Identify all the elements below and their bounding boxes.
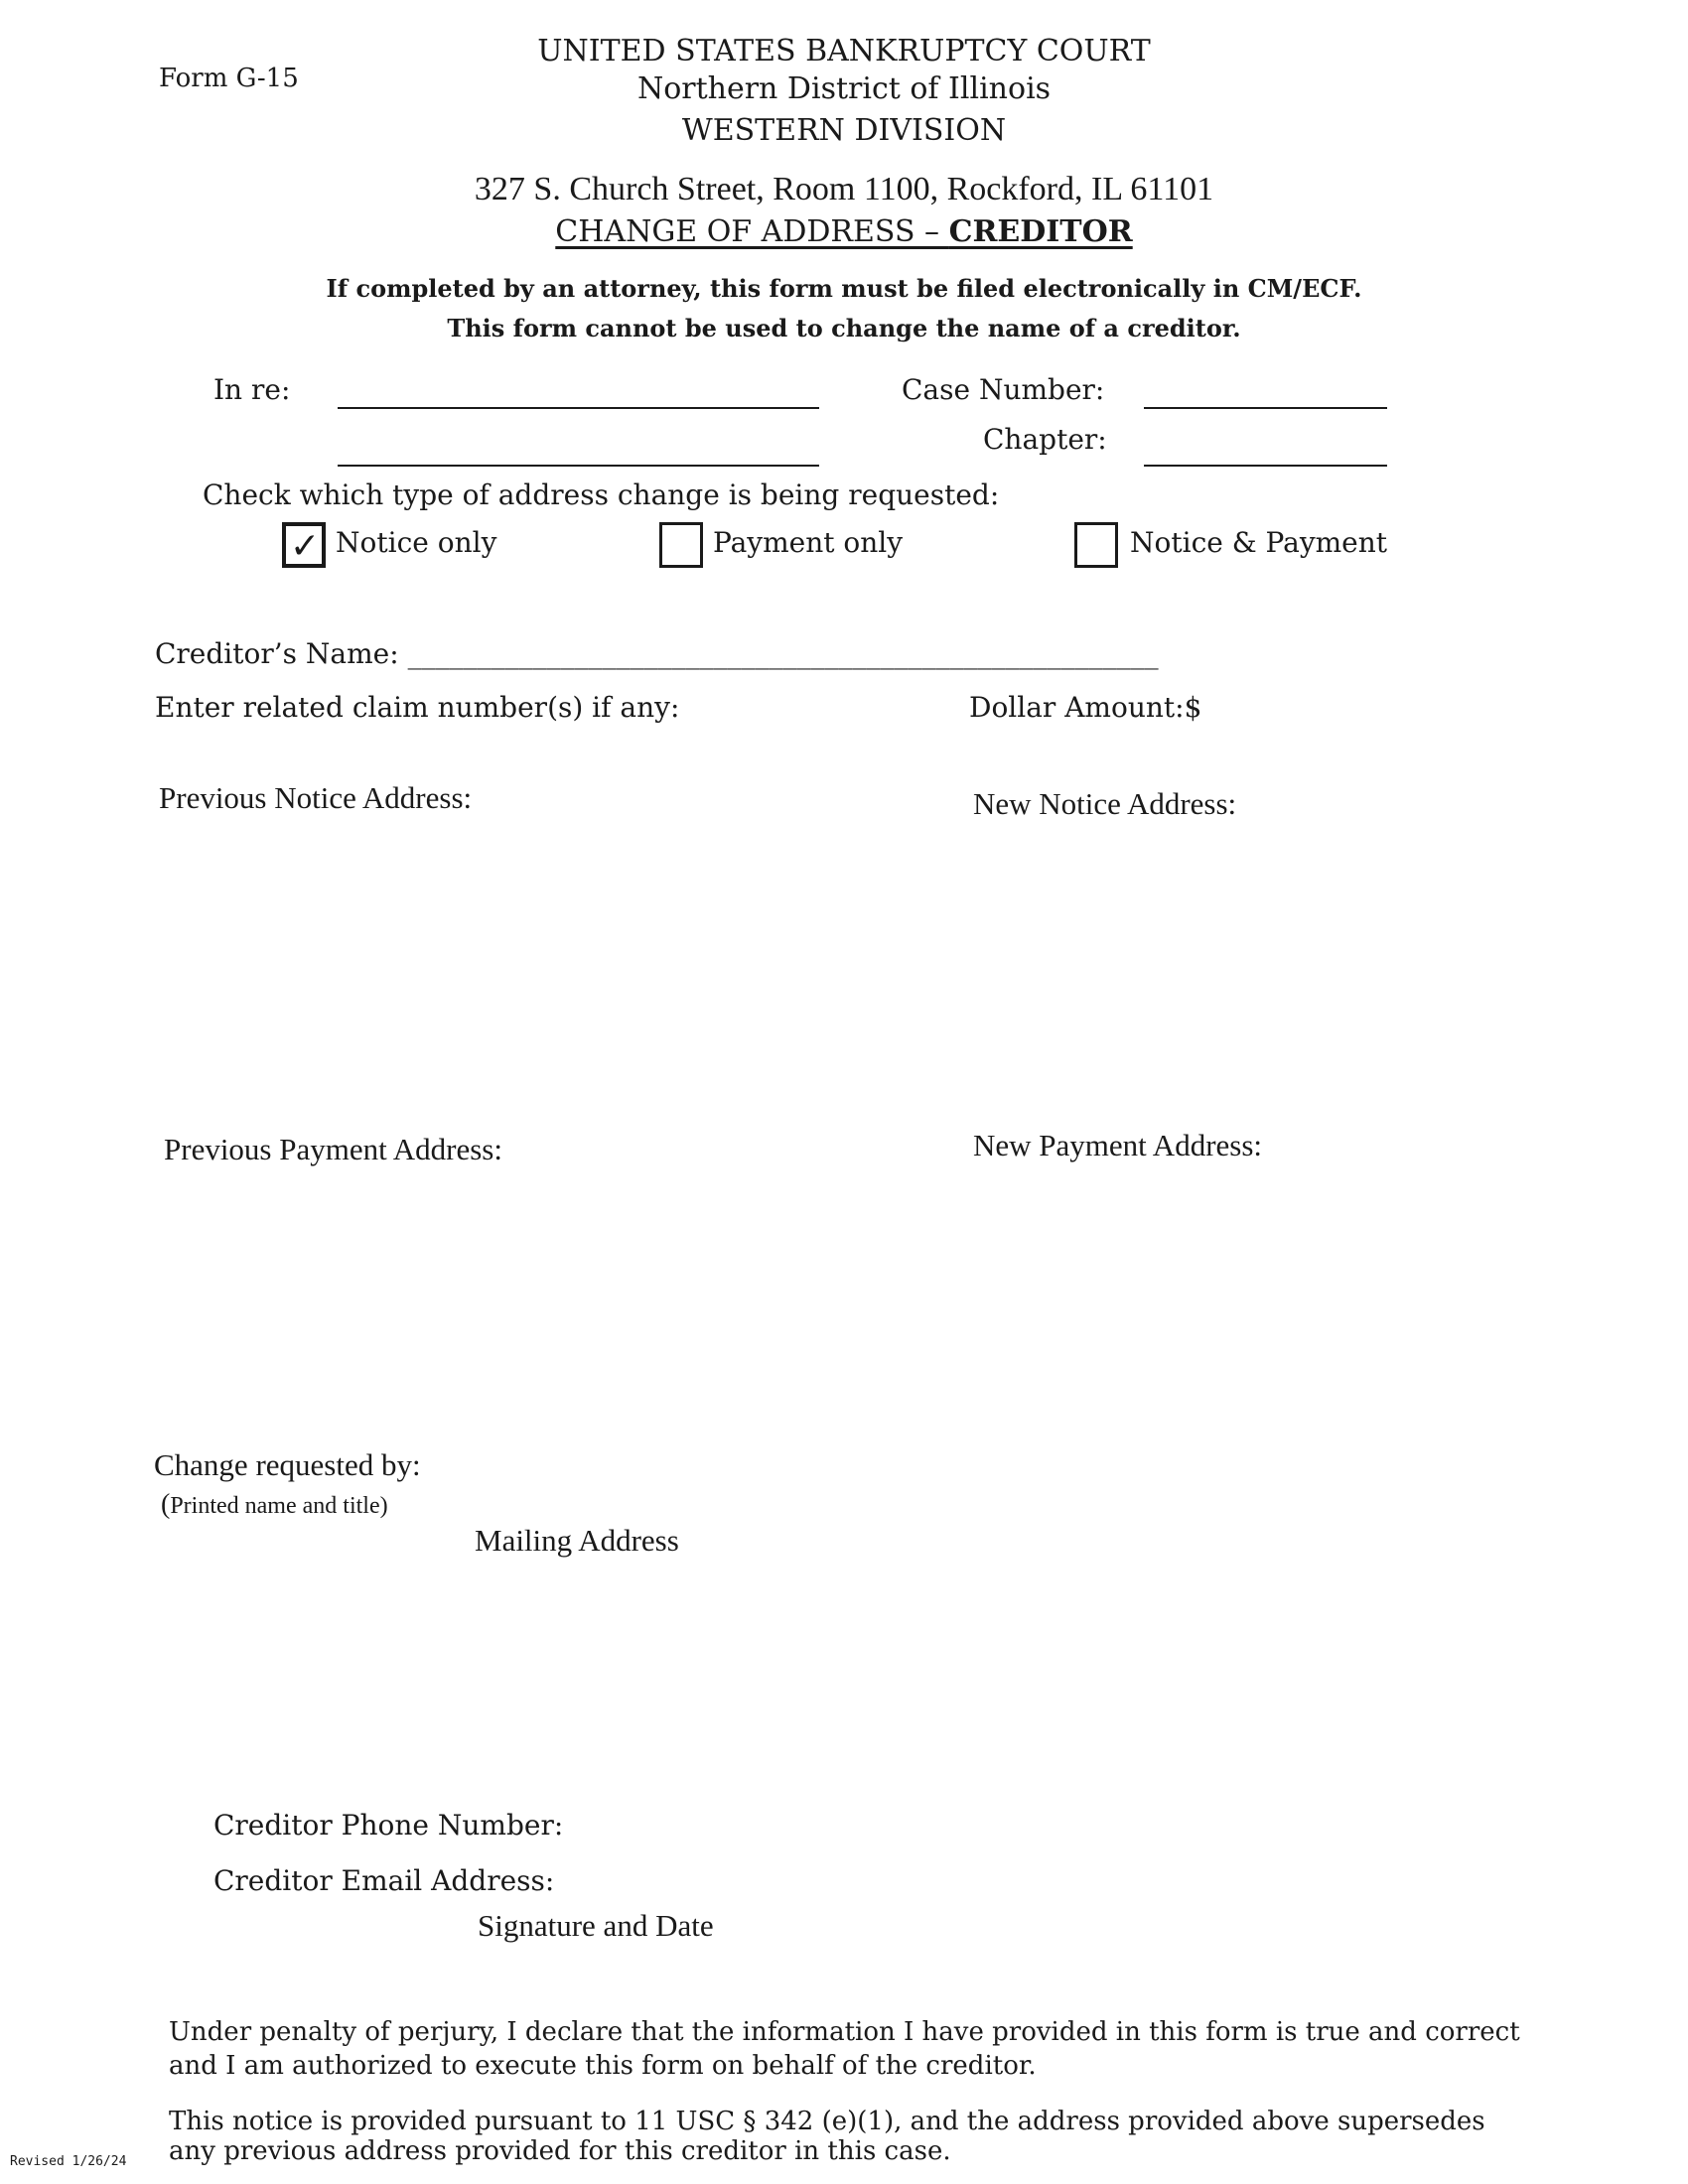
- perjury-statement-line-1: Under penalty of perjury, I declare that the information I have provided in this form is true and correct: [169, 2017, 1520, 2047]
- revised-date: Revised 1/26/24: [10, 2154, 127, 2169]
- court-name: UNITED STATES BANKRUPTCY COURT: [537, 34, 1151, 68]
- creditor-name-field[interactable]: ______________________________________________________: [407, 637, 1159, 670]
- change-requested-by-label: Change requested by:: [154, 1447, 421, 1482]
- signature-date-label: Signature and Date: [478, 1908, 714, 1943]
- dollar-amount-label: Dollar Amount:$: [969, 691, 1202, 724]
- case-number-field[interactable]: [1144, 373, 1387, 409]
- statutory-notice-line-1: This notice is provided pursuant to 11 USC § 342 (e)(1), and the address provided above supersedes: [169, 2107, 1485, 2136]
- form-title-bold: CREDITOR: [948, 214, 1133, 249]
- previous-notice-address-label: Previous Notice Address:: [159, 780, 473, 815]
- checkmark-icon: ✓: [290, 526, 321, 567]
- court-address: 327 S. Church Street, Room 1100, Rockford, IL 61101: [474, 171, 1214, 207]
- chapter-label: Chapter:: [983, 423, 1107, 456]
- case-number-underline: [1144, 407, 1387, 409]
- form-title-prefix: CHANGE OF ADDRESS –: [555, 214, 949, 249]
- printed-name-hint: [161, 1489, 388, 1521]
- statutory-notice-line-2: any previous address provided for this creditor in this case.: [169, 2136, 951, 2166]
- creditor-email-label: Creditor Email Address:: [213, 1864, 555, 1897]
- creditor-phone-label: Creditor Phone Number:: [213, 1809, 564, 1842]
- claim-number-label: Enter related claim number(s) if any:: [155, 691, 680, 724]
- notice-and-payment-checkbox[interactable]: [1074, 522, 1118, 568]
- creditor-name-label: Creditor’s Name:: [155, 637, 408, 670]
- change-type-prompt: Check which type of address change is being requested:: [203, 478, 1000, 511]
- case-number-label: Case Number:: [902, 373, 1105, 406]
- notice-only-checkbox[interactable]: [282, 522, 326, 568]
- in-re-underline-2: [338, 465, 819, 467]
- chapter-field[interactable]: [1144, 423, 1387, 459]
- form-id: Form G-15: [159, 64, 299, 93]
- printed-name-hint-paren: (: [161, 1489, 171, 1520]
- printed-name-hint-text: Printed name and title): [170, 1493, 388, 1519]
- new-notice-address-label: New Notice Address:: [973, 786, 1237, 821]
- instruction-attorney: If completed by an attorney, this form must be filed electronically in CM/ECF.: [326, 274, 1362, 303]
- new-payment-address-label: New Payment Address:: [973, 1128, 1263, 1162]
- chapter-underline: [1144, 465, 1387, 467]
- instruction-name-change: This form cannot be used to change the name of a creditor.: [447, 314, 1241, 342]
- division-name: WESTERN DIVISION: [681, 113, 1007, 148]
- in-re-field-2[interactable]: [338, 423, 819, 459]
- notice-only-label: Notice only: [336, 526, 497, 559]
- previous-payment-address-label: Previous Payment Address:: [164, 1132, 502, 1166]
- in-re-underline-1: [338, 407, 819, 409]
- mailing-address-label: Mailing Address: [475, 1523, 679, 1558]
- payment-only-label: Payment only: [713, 526, 904, 559]
- notice-and-payment-label: Notice & Payment: [1130, 526, 1388, 559]
- payment-only-checkbox[interactable]: [659, 522, 703, 568]
- perjury-statement-line-2: and I am authorized to execute this form on behalf of the creditor.: [169, 2051, 1037, 2081]
- in-re-field-1[interactable]: [338, 373, 819, 409]
- form-title: [348, 214, 1340, 249]
- in-re-label: In re:: [213, 373, 291, 406]
- creditor-name-row: [155, 637, 1159, 670]
- district-name: Northern District of Illinois: [636, 71, 1052, 106]
